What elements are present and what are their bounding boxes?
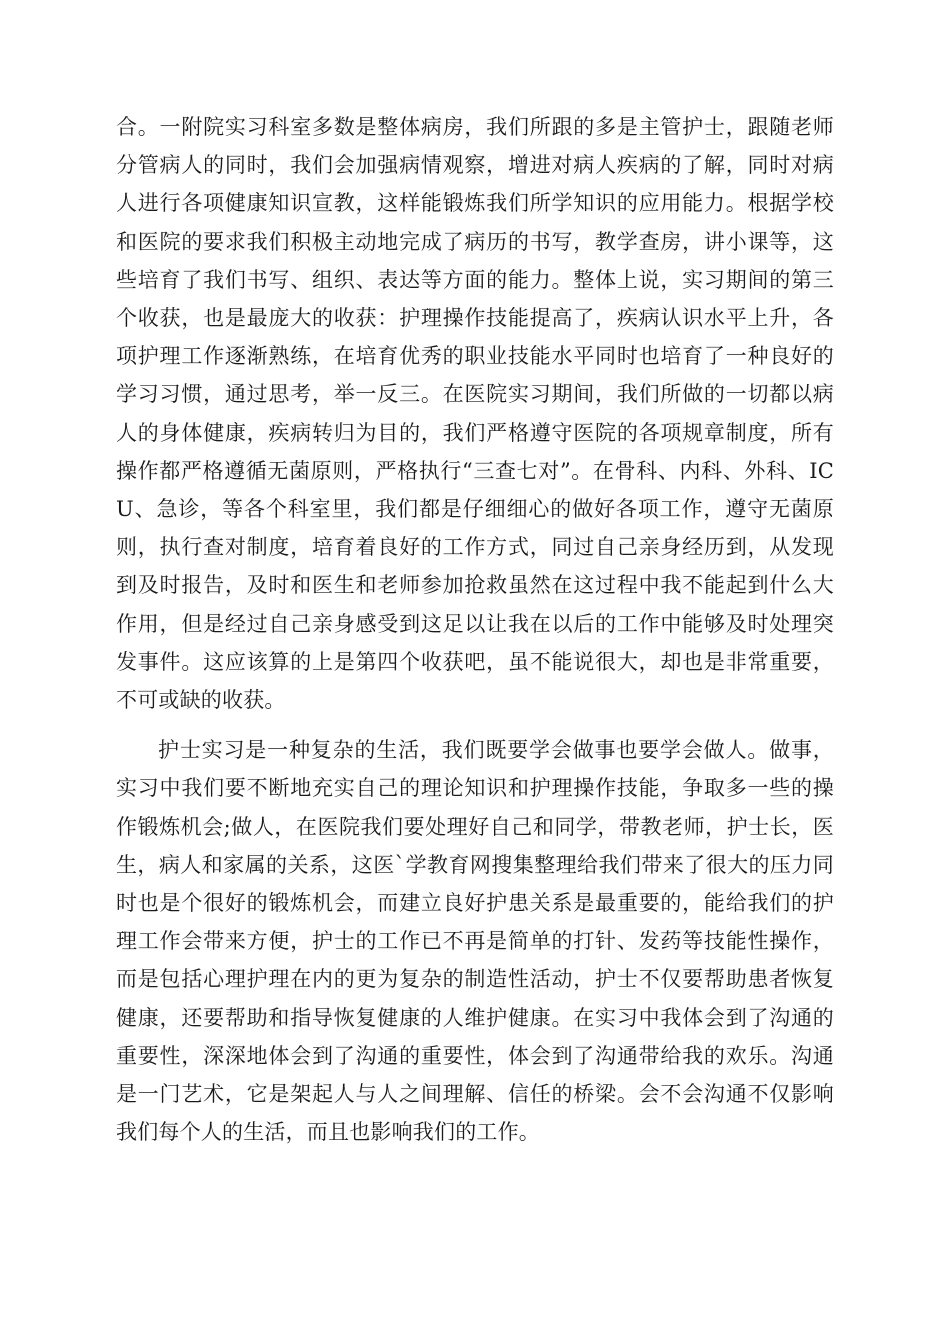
document-body <box>116 108 834 1151</box>
paragraph-continuation: 合。一附院实习科室多数是整体病房，我们所跟的多是主管护士，跟随老师分管病人的同时，我们会加强病情观察，增进对病人疾病的了解，同时对病人进行各项健康知识宣教，这样能锻炼我们所学知识的应用能力。根据学校和医院的要求我们积极主动地完成了病历的书写，教学查房，讲小课等，这些培育了我们书写、组织、表达等方面的能力。整体上说，实习期间的第三个收获，也是最庞大的收获：护理操作技能提高了，疾病认识水平上升，各项护理工作逐渐熟练，在培育优秀的职业技能水平同时也培育了一种良好的学习习惯，通过思考，举一反三。在医院实习期间，我们所做的一切都以病人的身体健康，疾病转归为目的，我们严格遵守医院的各项规章制度，所有操作都严格遵循无菌原则，严格执行“三查七对”。在骨科、内科、外科、ICU、急诊，等各个科室里，我们都是仔细细心的做好各项工作，遵守无菌原则，执行查对制度，培育着良好的工作方式，同过自己亲身经历到，从发现到及时报告，及时和医生和老师参加抢救虽然在这过程中我不能起到什么大作用，但是经过自己亲身感受到这足以让我在以后的工作中能够及时处理突发事件。这应该算的上是第四个收获吧，虽不能说很大，却也是非常重要，不可或缺的收获。 <box>116 115 834 713</box>
paragraph-nursing-internship: 护士实习是一种复杂的生活，我们既要学会做事也要学会做人。做事，实习中我们要不断地充实自己的理论知识和护理操作技能，争取多一些的操作锻炼机会;做人，在医院我们要处理好自己和同学，带教老师，护士长，医生，病人和家属的关系，这医`学教育网搜集整理给我们带来了很大的压力同时也是个很好的锻炼机会，而建立良好护患关系是最重要的，能给我们的护理工作会带来方便，护士的工作已不再是简单的打针、发药等技能性操作，而是包括心理护理在内的更为复杂的制造性活动，护士不仅要帮助患者恢复健康，还要帮助和指导恢复健康的人维护健康。在实习中我体会到了沟通的重要性，深深地体会到了沟通的重要性，体会到了沟通带给我的欢乐。沟通是一门艺术，它是架起人与人之间理解、信任的桥梁。会不会沟通不仅影响我们每个人的生活，而且也影响我们的工作。 <box>116 738 834 1145</box>
